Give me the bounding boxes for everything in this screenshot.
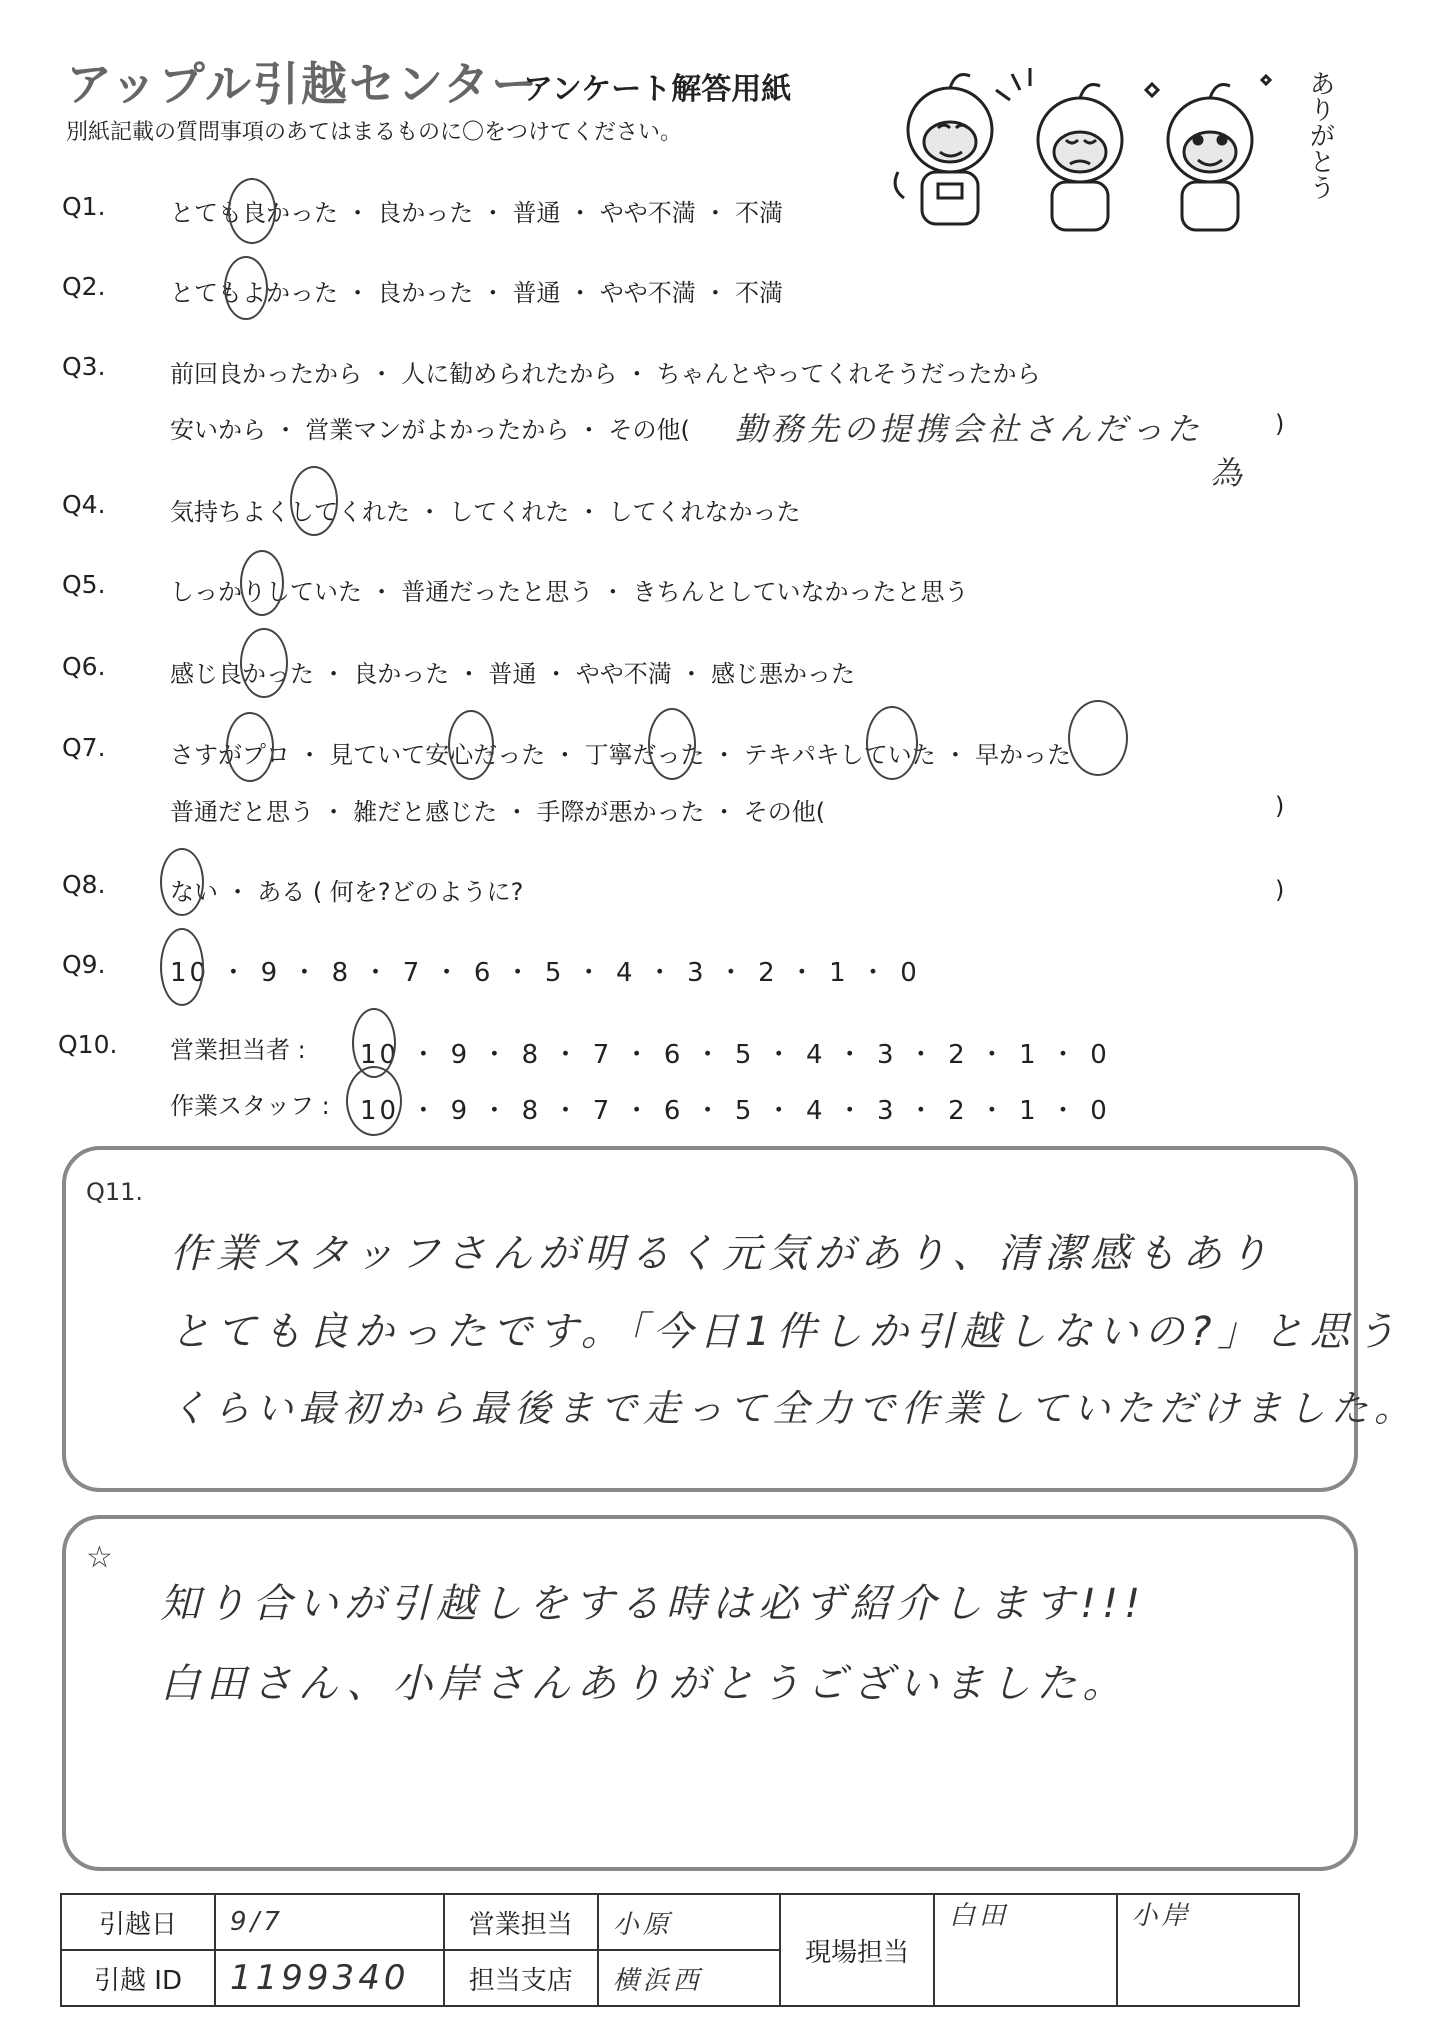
site-staff-1: 白田 [934, 1894, 1116, 2006]
q3-options-line2: 安いから ・ 営業マンがよかったから ・ その他( [170, 416, 690, 444]
answer-circle-q7-anshin [448, 710, 494, 780]
star-label: ☆ [86, 1540, 113, 1575]
q10-sales-label: 営業担当者 : [170, 1036, 306, 1064]
answer-circle-q10-staff [346, 1066, 402, 1136]
q9-label: Q9. [62, 950, 106, 979]
move-id-label: 引越 ID [61, 1950, 215, 2006]
q7-label: Q7. [62, 733, 106, 762]
answer-circle-q2 [224, 256, 268, 320]
q7-options-line2: 普通だと思う ・ 雑だと感じた ・ 手際が悪かった ・ その他( [170, 798, 826, 826]
star-line-1: 知り合いが引越しをする時は必ず紹介します!!! [160, 1581, 1147, 1627]
answer-circle-q5 [240, 550, 284, 616]
move-date-value: 9/7 [215, 1894, 444, 1950]
footer-info-table [60, 1893, 1300, 2007]
answer-circle-q7-tekipaki [866, 706, 918, 780]
instruction-text: 別紙記載の質問事項のあてはまるものに〇をつけてください。 [66, 120, 683, 145]
answer-circle-q7-hayai [1068, 700, 1128, 776]
q5-label: Q5. [62, 570, 106, 599]
q10-staff-scale: 10 ・ 9 ・ 8 ・ 7 ・ 6 ・ 5 ・ 4 ・ 3 ・ 2 ・ 1 ・ 0 [360, 1096, 1110, 1126]
q10-sales-scale: 10 ・ 9 ・ 8 ・ 7 ・ 6 ・ 5 ・ 4 ・ 3 ・ 2 ・ 1 ・ 0 [360, 1040, 1110, 1070]
q7-options-line1: さすがプロ ・ 見ていて安心だった ・ 丁寧だった ・ テキパキしていた ・ 早かった [170, 741, 1072, 769]
thanks-text: ありがとう [1305, 70, 1335, 200]
sales-rep-value: 小原 [598, 1894, 780, 1950]
q2-label: Q2. [62, 272, 106, 301]
q8-close-paren: ) [1275, 876, 1285, 904]
q1-options: とても良かった ・ 良かった ・ 普通 ・ やや不満 ・ 不満 [170, 199, 784, 227]
q9-scale: 10 ・ 9 ・ 8 ・ 7 ・ 6 ・ 5 ・ 4 ・ 3 ・ 2 ・ 1 ・ 0 [170, 958, 920, 988]
q8-options: ない ・ ある ( 何を?どのように? [170, 878, 524, 906]
star-line-2: 白田さん、小岸さんありがとうございました。 [160, 1661, 1129, 1707]
mascot-illustration [880, 60, 1280, 240]
branch-label: 担当支店 [444, 1950, 598, 2006]
q5-options: しっかりしていた ・ 普通だったと思う ・ きちんとしていなかったと思う [170, 578, 969, 606]
q3-options-line1: 前回良かったから ・ 人に勧められたから ・ ちゃんとやってくれそうだったから [170, 360, 1041, 388]
answer-circle-q6 [240, 628, 288, 698]
sales-rep-label: 営業担当 [444, 1894, 598, 1950]
q3-handwritten-suffix: 為 [1210, 454, 1247, 492]
site-staff-2: 小岸 [1117, 1894, 1299, 2006]
branch-value: 横浜西 [598, 1950, 780, 2006]
answer-circle-q1 [228, 178, 276, 244]
q7-close-paren: ) [1275, 792, 1285, 820]
q10-staff-label: 作業スタッフ : [170, 1092, 330, 1120]
answer-circle-q7-teinei [648, 708, 696, 780]
q6-label: Q6. [62, 652, 106, 681]
q3-close-paren: ) [1275, 410, 1285, 438]
form-subtitle: アンケート解答用紙 [523, 72, 792, 107]
answer-circle-q9 [160, 928, 204, 1006]
q11-line-1: 作業スタッフさんが明るく元気があり、清潔感もあり [170, 1231, 1274, 1277]
q10-label: Q10. [58, 1030, 118, 1059]
q3-label: Q3. [62, 352, 106, 381]
q4-options: 気持ちよくしてくれた ・ してくれた ・ してくれなかった [170, 498, 801, 526]
q8-label: Q8. [62, 870, 106, 899]
brand-title: アップル引越センター [66, 57, 540, 111]
q11-line-3: くらい最初から最後まで走って全力で作業していただけました。 [170, 1387, 1417, 1430]
move-id-value: 1199340 [215, 1950, 444, 2006]
q11-label: Q11. [86, 1178, 144, 1206]
answer-circle-q7-pro [226, 712, 274, 782]
q6-options: 感じ良かった ・ 良かった ・ 普通 ・ やや不満 ・ 感じ悪かった [170, 660, 856, 688]
move-date-label: 引越日 [61, 1894, 215, 1950]
q11-line-2: とても良かったです。「今日1件しか引越しないの?」と思う [170, 1309, 1402, 1355]
q3-handwritten-other: 勤務先の提携会社さんだった [735, 410, 1204, 448]
q2-options: とてもよかった ・ 良かった ・ 普通 ・ やや不満 ・ 不満 [170, 279, 784, 307]
q4-label: Q4. [62, 490, 106, 519]
q1-label: Q1. [62, 192, 106, 221]
answer-circle-q8 [160, 848, 204, 916]
answer-circle-q4 [290, 466, 338, 536]
site-staff-label: 現場担当 [780, 1894, 934, 2006]
